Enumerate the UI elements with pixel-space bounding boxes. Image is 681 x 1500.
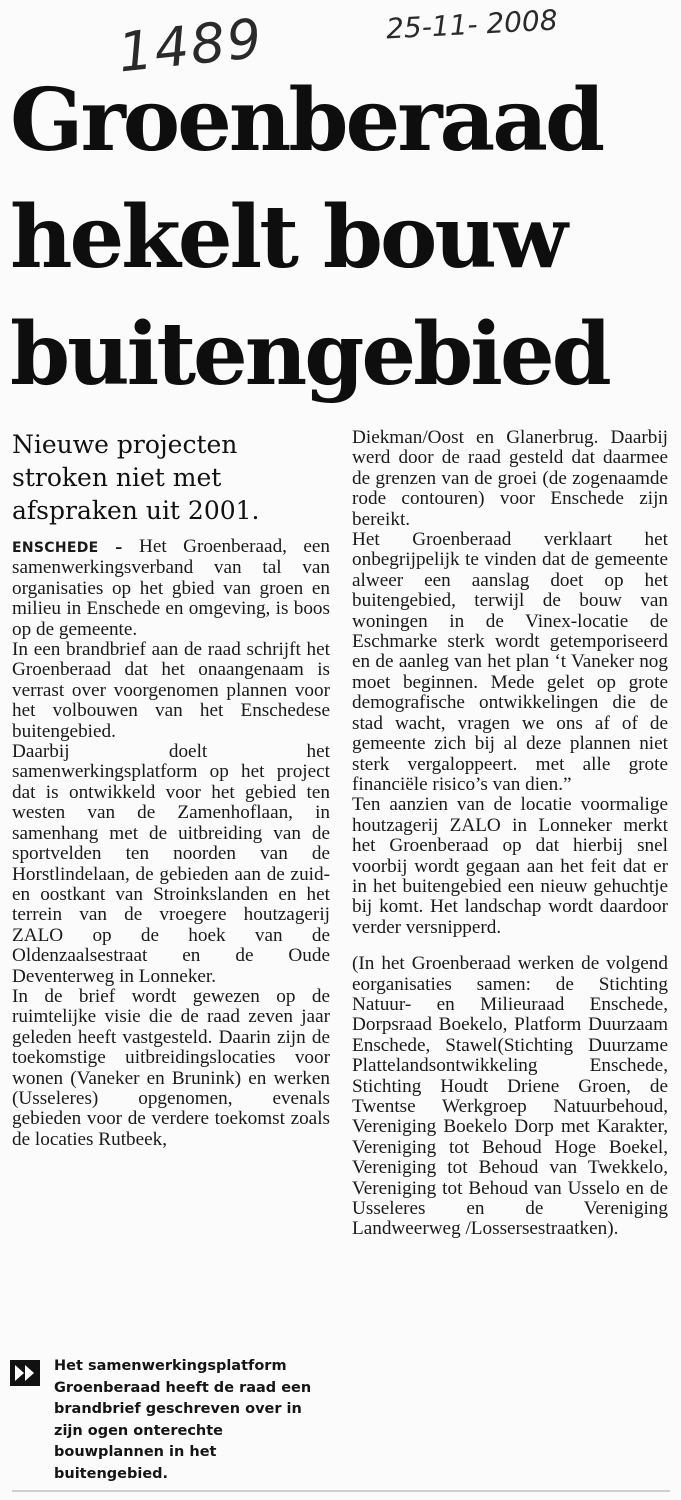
paragraph-intro-text: Het Groenberaad, een samenwerkingsverband van tal van organisaties op het gbied van groen en milieu in Enschede en omgeving, is boos op de gemeente. (12, 536, 330, 640)
photo-caption (10, 1356, 330, 1485)
dateline: ENSCHEDE – (12, 540, 123, 556)
paragraph-zalo: Ten aanzien van de locatie voormalige houtzagerij ZALO in Lonneker merkt het Groenberaad op dat hierbij snel voorbij wordt gegaan aan het feit dat er in het buitengebied een nieuw gehuchtje bij komt. Het landschap wordt daardoor verder versnipperd. (352, 794, 668, 938)
double-arrow-icon (10, 1360, 40, 1386)
headline-line-1: Groenberaad (10, 70, 603, 171)
right-column (352, 428, 668, 1240)
headline-line-2: hekelt bouw (10, 187, 565, 288)
subhead-line-1: Nieuwe projecten (12, 430, 238, 459)
subhead-line-2: stroken niet met (12, 463, 222, 492)
headline (10, 62, 609, 413)
handwritten-date: 25-11- 2008 (385, 3, 559, 46)
headline-line-3: buitengebied (10, 304, 609, 405)
paragraph-continued: Diekman/Oost en Glanerbrug. Daarbij werd door de raad gesteld dat daarmee de grenzen van de groei (de zogenaamde rode contouren) voor Enschede zijn bereikt. (352, 427, 668, 530)
left-column (12, 428, 330, 1150)
paragraph-brandbrief: In een brandbrief aan de raad schrijft het Groenberaad dat het onaangenaam is verrast over voorgenomen plannen voor het volbouwen van het Enschedese buitengebied. (12, 639, 330, 742)
subhead-line-3: afspraken uit 2001. (12, 496, 260, 525)
caption-text: Het samenwerkingsplatform Groenberaad heeft de raad een brandbrief geschreven over in zijn ogen onterechte bouwplannen in het buitengebied. (54, 1358, 312, 1482)
bottom-rule (12, 1490, 670, 1492)
paragraph-aanslag: Het Groenberaad verklaart het onbegrijpelijk te vinden dat de gemeente alweer een aanslag doet op het buitengebied, terwijl de bouw van woningen in de Vinex-locatie de Eschmarke sterk wordt getemporiseerd en de aanleg van het plan ‘t Vaneker nog moet beginnen. Mede gelet op grote demografische ontwikkelingen die de stad wacht, vragen we ons af of de gemeente zich bij al deze plannen niet sterk vergaloppeert. met alle grote financiële risico’s van dien.” (352, 529, 668, 795)
paragraph-intro (12, 537, 330, 640)
subheadline (12, 428, 330, 527)
paragraph-visie: In de brief wordt gewezen op de ruimtelijke visie die de raad zeven jaar geleden heeft vastgesteld. Daarin zijn de toekomstige uitbreidingslocaties voor wonen (Vaneker en Brunink) en werken (Usseleres) opgenomen, evenals gebieden voor de verdere toekomst zoals de locaties Rutbeek, (12, 985, 330, 1150)
paragraph-organisaties: (In het Groenberaad werken de volgend eorganisaties samen: de Stichting Natuur- en Milieuraad Enschede, Dorpsraad Boekelo, Platform Duurzaam Enschede, Stawel(Stichting Duurzame Plattelandsontwikkeling Enschede, Stichting Houdt Driene Groen, de Twentse Werkgroep Natuurbehoud, Vereniging Boekelo Dorp met Karakter, Vereniging tot Behoud Hoge Boekel, Vereniging tot Behoud van Twekkelo, Vereniging tot Behoud van Usselo en de Usseleres en de Vereniging Landweerweg /Lossersestraatken). (352, 953, 668, 1240)
paragraph-project: Daarbij doelt het samenwerkingsplatform op het project dat is ontwikkeld voor het gebied ten westen van de Zamenhoflaan, in samenhang met de uitbreiding van de sportvelden ten noorden van de Horstlindelaan, de gebieden aan de zuid- en oostkant van Stroinkslanden en het terrein van de vroegere houtzagerij ZALO op de hoek van de Oldenzaalsestraat en de Oude Deventerweg in Lonneker. (12, 741, 330, 987)
handwritten-code: 1489 (115, 6, 267, 85)
